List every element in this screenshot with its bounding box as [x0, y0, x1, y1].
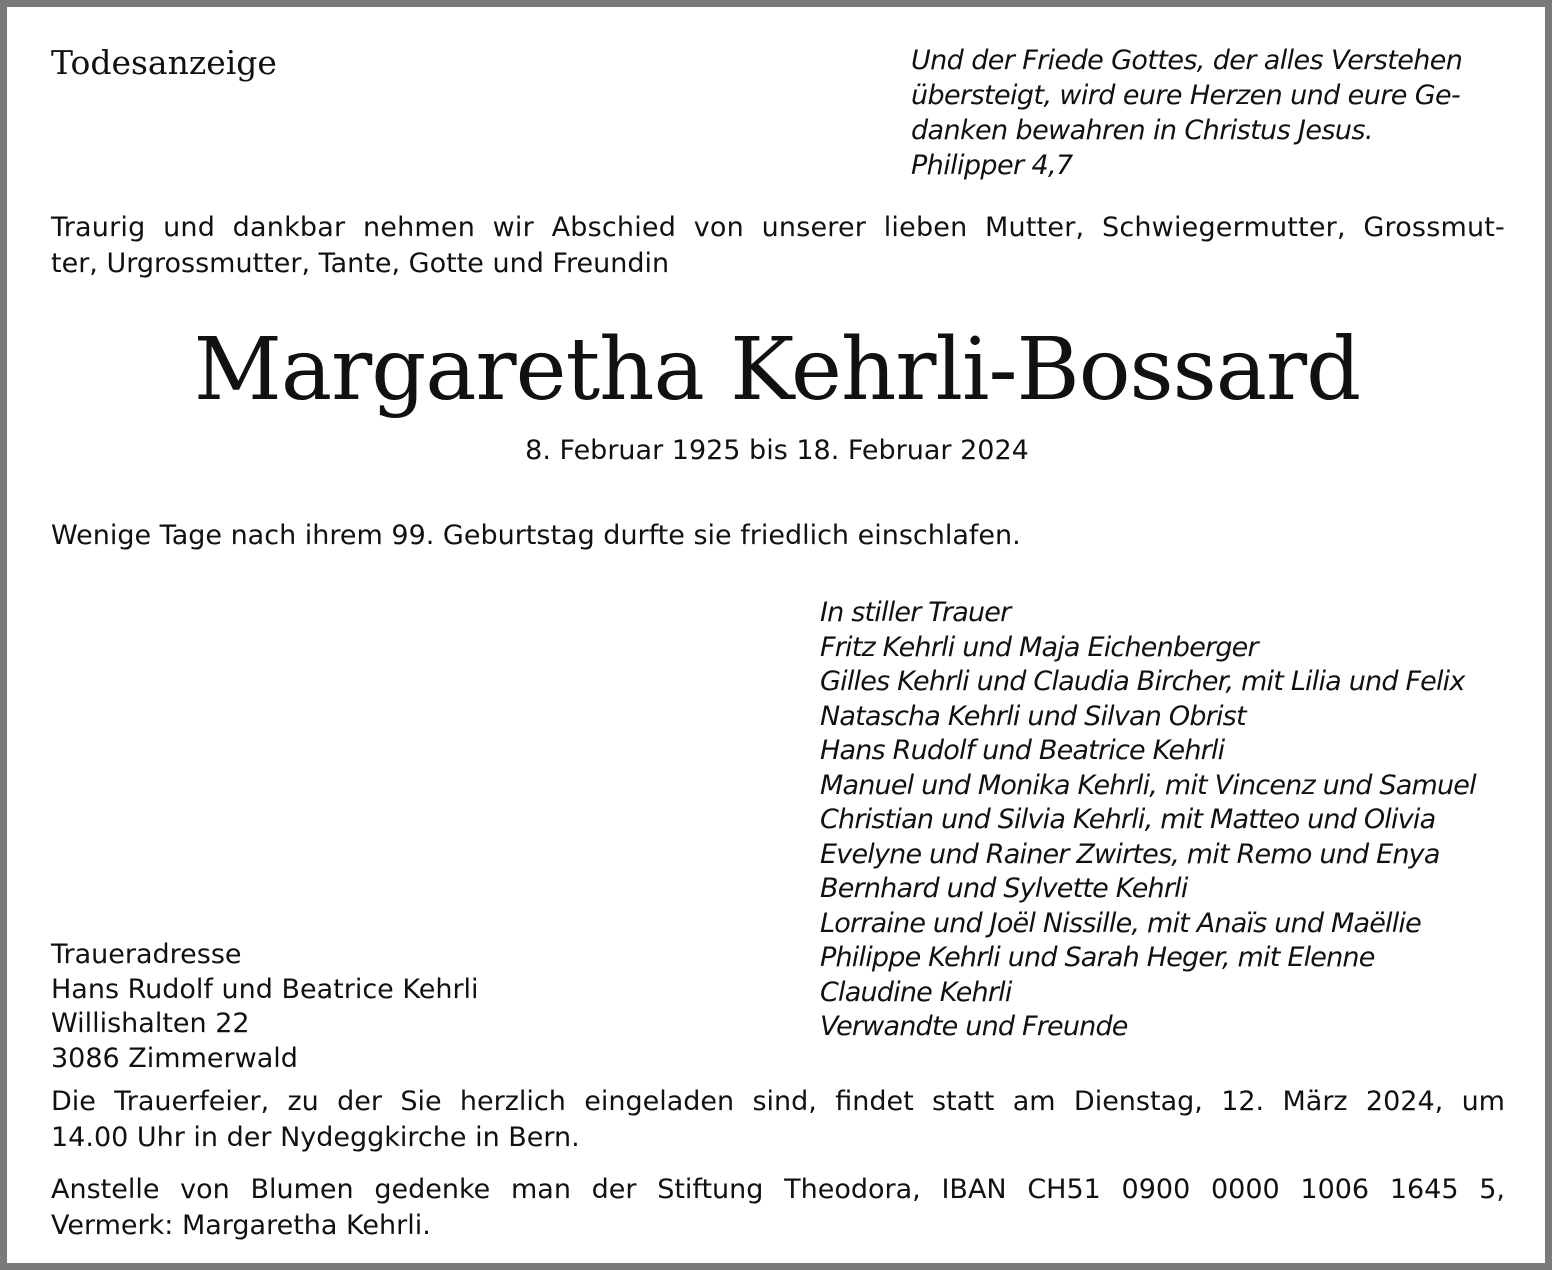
donation-line: Vermerk: Margaretha Kehrli. [51, 1210, 431, 1241]
donation-info [51, 1172, 1505, 1244]
verse-line: übersteigt, wird eure Herzen und eure Ge- [911, 80, 1461, 111]
intro-line: ter, Urgrossmutter, Tante, Gotte und Freundin [51, 248, 670, 279]
deceased-name: Margaretha Kehrli-Bossard [193, 320, 1361, 420]
mourners-list [820, 596, 1476, 1045]
mourner-entry: Hans Rudolf und Beatrice Kehrli [820, 735, 1225, 766]
mourner-entry: Claudine Kehrli [820, 976, 1012, 1008]
mourner-entry: Verwandte und Freunde [820, 1011, 1128, 1042]
bible-verse [911, 43, 1462, 183]
mourner-entry: Natascha Kehrli und Silvan Obrist [820, 700, 1246, 732]
mourner-entry: Bernhard und Sylvette Kehrli [820, 873, 1188, 904]
notice-heading: Todesanzeige [51, 43, 277, 82]
mourner-entry: Fritz Kehrli und Maja Eichenberger [820, 631, 1258, 663]
life-dates: 8. Februar 1925 bis 18. Februar 2024 [525, 435, 1029, 466]
mourner-entry: Evelyne und Rainer Zwirtes, mit Remo und Enya [820, 838, 1440, 870]
mourner-entry: Lorraine und Joël Nissille, mit Anaïs und Maëllie [820, 907, 1421, 939]
mourner-entry: Christian und Silvia Kehrli, mit Matteo und Olivia [820, 804, 1436, 835]
address-label: Traueradresse [51, 939, 242, 970]
passing-note: Wenige Tage nach ihrem 99. Geburtstag durfte sie friedlich einschlafen. [51, 520, 1021, 551]
address-street: Willishalten 22 [51, 1008, 250, 1039]
mourner-entry: Manuel und Monika Kehrli, mit Vincenz und Samuel [820, 769, 1476, 801]
address-city: 3086 Zimmerwald [51, 1042, 298, 1074]
mourning-address [51, 938, 479, 1076]
mourner-entry: Philippe Kehrli und Sarah Heger, mit Elenne [820, 942, 1375, 973]
donation-line: Anstelle von Blumen gedenke man der Stiftung Theodora, IBAN CH51 0900 0000 1006 1645 5, [51, 1174, 1505, 1205]
ceremony-info [51, 1084, 1505, 1156]
mourners-heading: In stiller Trauer [820, 597, 1011, 628]
address-name: Hans Rudolf und Beatrice Kehrli [51, 973, 479, 1005]
intro-line: Traurig und dankbar nehmen wir Abschied von unserer lieben Mutter, Schwiegermutter, Grossmut- [51, 212, 1505, 243]
verse-line: danken bewahren in Christus Jesus. [911, 115, 1373, 146]
mourner-entry: Gilles Kehrli und Claudia Bircher, mit Lilia und Felix [820, 666, 1465, 697]
verse-line: Und der Friede Gottes, der alles Verstehen [911, 45, 1463, 76]
intro-text [51, 210, 1505, 282]
ceremony-line: 14.00 Uhr in der Nydeggkirche in Bern. [51, 1122, 580, 1153]
verse-reference: Philipper 4,7 [911, 150, 1073, 181]
ceremony-line: Die Trauerfeier, zu der Sie herzlich eingeladen sind, findet statt am Dienstag, 12. März 2024, um [51, 1086, 1505, 1117]
